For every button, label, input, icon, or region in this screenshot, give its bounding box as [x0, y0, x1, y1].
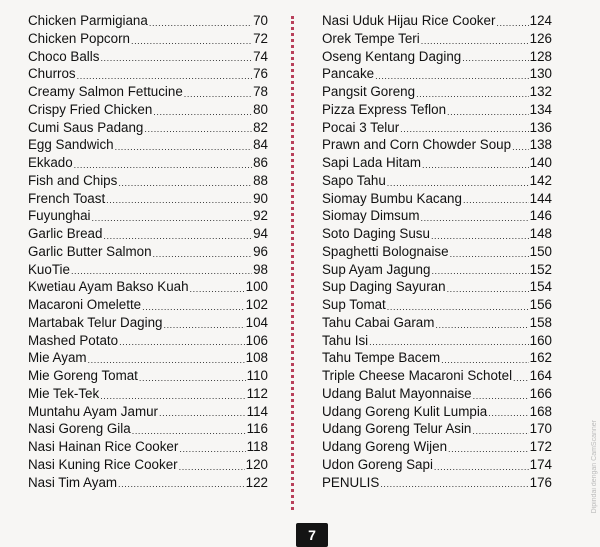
dot-leader [163, 319, 244, 332]
toc-entry-page: 134 [529, 101, 552, 117]
toc-entry [28, 456, 268, 474]
scanner-watermark: Dipindai dengan CamScanner [591, 420, 598, 514]
toc-entry [28, 119, 268, 137]
toc-entry-title: Kwetiau Ayam Bakso Kuah [28, 279, 189, 295]
toc-entry [28, 225, 268, 243]
toc-entry-title: Pangsit Goreng [322, 84, 416, 99]
toc-entry [28, 30, 268, 48]
dot-leader [92, 212, 253, 225]
dot-leader [115, 141, 252, 154]
toc-entry [322, 136, 552, 154]
toc-entry-page: 80 [253, 101, 268, 117]
toc-entry [28, 243, 268, 261]
toc-entry-title: Tahu Tempe Bacem [322, 350, 441, 366]
dot-leader [380, 478, 528, 491]
toc-entry [28, 154, 268, 172]
toc-entry-title: Triple Cheese Macaroni Schotel [322, 368, 513, 383]
toc-entry-page: 176 [529, 474, 552, 490]
toc-entry [28, 332, 268, 350]
toc-entry-title: Churros [28, 66, 76, 82]
toc-entry-page: 160 [529, 332, 552, 348]
toc-entry [28, 172, 268, 190]
dot-leader [422, 159, 529, 172]
toc-entry-title: Udon Goreng Sapi [322, 456, 433, 472]
toc-entry-page: 110 [246, 368, 268, 383]
toc-entry-page: 120 [245, 456, 268, 472]
toc-entry-page: 82 [253, 119, 268, 135]
toc-entry-page: 102 [245, 297, 268, 312]
toc-entry-page: 164 [529, 368, 552, 383]
toc-left-column [28, 12, 268, 491]
toc-entry [322, 278, 552, 296]
toc-entry-title: Pocai 3 Telur [322, 119, 400, 135]
toc-entry [322, 48, 552, 66]
toc-entry-title: Cumi Saus Padang [28, 119, 144, 135]
toc-entry-page: 96 [253, 243, 268, 259]
dot-leader [88, 354, 245, 367]
dot-leader [473, 390, 529, 403]
dot-leader [118, 478, 245, 491]
toc-entry-title: Tahu Isi [322, 332, 369, 348]
toc-entry [28, 48, 268, 66]
toc-entry-page: 74 [253, 48, 268, 64]
toc-entry-page: 86 [253, 155, 268, 170]
toc-entry-title: Udang Balut Mayonnaise [322, 385, 472, 401]
toc-entry-page: 124 [529, 13, 552, 28]
toc-right-column [322, 12, 552, 491]
toc-entry [28, 190, 268, 208]
toc-entry-title: Soto Daging Susu [322, 226, 430, 241]
toc-entry-page: 88 [253, 172, 268, 188]
toc-entry-title: PENULIS [322, 474, 380, 490]
dot-leader [496, 17, 528, 30]
toc-entry-title: Spaghetti Bolognaise [322, 243, 449, 259]
toc-entry [322, 243, 552, 261]
toc-entry-page: 168 [529, 403, 552, 419]
toc-entry-page: 154 [529, 279, 552, 295]
toc-entry-page: 148 [529, 226, 552, 241]
toc-entry [322, 207, 552, 225]
toc-entry-title: Pancake [322, 66, 375, 82]
dot-leader [387, 177, 529, 190]
toc-entry-page: 118 [246, 439, 268, 454]
toc-entry [28, 385, 268, 403]
toc-entry-title: Udang Goreng Wijen [322, 439, 448, 454]
toc-entry-page: 132 [529, 84, 552, 99]
toc-entry [322, 367, 552, 385]
toc-entry [28, 314, 268, 332]
toc-entry-page: 170 [529, 421, 552, 437]
toc-entry-page: 162 [529, 350, 552, 366]
toc-entry-title: Siomay Bumbu Kacang [322, 190, 462, 206]
toc-entry [28, 83, 268, 101]
toc-entry [28, 349, 268, 367]
dot-leader [400, 123, 528, 136]
toc-entry-page: 92 [253, 208, 268, 224]
toc-entry-page: 122 [245, 474, 268, 490]
toc-entry [322, 456, 552, 474]
toc-entry [28, 438, 268, 456]
toc-entry-title: Nasi Uduk Hijau Rice Cooker [322, 13, 496, 28]
toc-entry-page: 158 [529, 314, 552, 330]
toc-entry-title: Nasi Kuning Rice Cooker [28, 456, 178, 472]
dot-leader [118, 177, 252, 190]
dot-leader [153, 248, 253, 261]
toc-entry-title: Nasi Tim Ayam [28, 474, 118, 490]
dot-leader [77, 70, 252, 83]
dot-leader [431, 265, 528, 278]
toc-entry-title: Udang Goreng Kulit Lumpia [322, 403, 488, 419]
toc-entry [28, 403, 268, 421]
toc-entry-page: 116 [246, 421, 268, 437]
toc-entry [28, 278, 268, 296]
dot-leader [184, 88, 252, 101]
toc-entry-page: 84 [253, 137, 268, 153]
toc-entry-page: 140 [529, 155, 552, 170]
dot-leader [179, 443, 245, 456]
dot-leader [462, 52, 528, 65]
dot-leader [142, 301, 245, 314]
toc-entry-title: Fish and Chips [28, 172, 118, 188]
toc-entry [322, 83, 552, 101]
dot-leader [416, 88, 529, 101]
toc-entry-page: 136 [529, 119, 552, 135]
toc-entry-title: KuoTie [28, 261, 70, 277]
toc-entry-title: Mie Ayam [28, 350, 87, 366]
dot-leader [441, 354, 529, 367]
toc-entry [322, 438, 552, 456]
toc-entry-title: Sup Ayam Jagung [322, 261, 431, 277]
toc-entry [322, 225, 552, 243]
dot-leader [131, 35, 252, 48]
dot-leader [375, 70, 529, 83]
toc-entry-page: 72 [253, 30, 268, 46]
dot-leader [513, 372, 529, 385]
toc-entry-title: Sup Daging Sayuran [322, 279, 446, 295]
dot-leader [71, 265, 252, 278]
dot-leader [421, 35, 529, 48]
toc-entry-title: Sup Tomat [322, 297, 386, 312]
toc-entry [28, 65, 268, 83]
toc-entry [322, 261, 552, 279]
toc-entry-title: Muntahu Ayam Jamur [28, 403, 159, 419]
toc-entry [322, 65, 552, 83]
toc-entry-page: 114 [246, 403, 268, 419]
toc-entry-page: 90 [253, 190, 268, 206]
toc-entry-title: Creamy Salmon Fettucine [28, 84, 183, 99]
toc-entry-title: Crispy Fried Chicken [28, 101, 153, 117]
toc-entry-title: Nasi Hainan Rice Cooker [28, 439, 179, 454]
toc-entry-title: Mashed Potato [28, 332, 119, 348]
dot-leader [447, 106, 529, 119]
page-number-badge: 7 [296, 523, 328, 547]
dot-leader [106, 194, 252, 207]
dot-leader [387, 301, 529, 314]
dot-leader [463, 194, 529, 207]
dot-leader [369, 336, 529, 349]
dot-leader [435, 319, 528, 332]
toc-entry-title: Garlic Bread [28, 226, 103, 241]
toc-entry [322, 403, 552, 421]
toc-entry-page: 104 [245, 314, 268, 330]
toc-entry-title: Mie Goreng Tomat [28, 368, 138, 383]
toc-entry-title: Chicken Parmigiana [28, 13, 148, 28]
toc-entry-title: Chicken Popcorn [28, 30, 130, 46]
toc-entry [322, 296, 552, 314]
dot-leader [153, 106, 252, 119]
toc-entry [28, 101, 268, 119]
toc-entry-title: Pizza Express Teflon [322, 101, 447, 117]
toc-entry-page: 108 [245, 350, 268, 366]
dot-leader [450, 248, 529, 261]
toc-entry-title: Nasi Goreng Gila [28, 421, 131, 437]
toc-entry-title: Sapo Tahu [322, 172, 386, 188]
toc-entry-title: Mie Tek-Tek [28, 385, 100, 401]
dot-leader [431, 230, 529, 243]
dot-leader [488, 407, 528, 420]
toc-entry [28, 474, 268, 492]
dot-leader [434, 461, 529, 474]
toc-entry [322, 420, 552, 438]
toc-entry [28, 367, 268, 385]
toc-entry-page: 142 [529, 172, 552, 188]
dot-leader [448, 443, 529, 456]
dot-leader [139, 372, 246, 385]
dot-leader [190, 283, 245, 296]
toc-entry [28, 296, 268, 314]
toc-entry [28, 12, 268, 30]
toc-entry-page: 156 [529, 297, 552, 312]
toc-entry [322, 332, 552, 350]
toc-entry [28, 207, 268, 225]
toc-entry [322, 12, 552, 30]
toc-entry-page: 150 [529, 243, 552, 259]
toc-entry-title: Martabak Telur Daging [28, 314, 163, 330]
dot-leader [512, 141, 529, 154]
toc-entry [28, 420, 268, 438]
toc-entry [322, 172, 552, 190]
dot-leader [472, 425, 528, 438]
toc-entry-page: 174 [529, 456, 552, 472]
toc-entry-title: Macaroni Omelette [28, 297, 142, 312]
toc-entry-page: 76 [253, 66, 268, 82]
toc-entry-page: 126 [529, 30, 552, 46]
toc-entry-title: Sapi Lada Hitam [322, 155, 421, 170]
dot-leader [74, 159, 252, 172]
toc-entry-page: 100 [245, 279, 268, 295]
dot-leader [119, 336, 245, 349]
toc-entry-page: 166 [529, 385, 552, 401]
toc-entry-page: 78 [253, 84, 268, 99]
toc-entry [322, 474, 552, 492]
toc-entry-page: 172 [529, 439, 552, 454]
toc-entry-page: 130 [529, 66, 552, 82]
dot-leader [103, 230, 252, 243]
toc-entry-page: 146 [529, 208, 552, 224]
dot-leader [179, 461, 245, 474]
toc-entry-title: Siomay Dimsum [322, 208, 420, 224]
dot-leader [100, 390, 245, 403]
toc-entry-page: 112 [246, 385, 268, 401]
dot-leader [149, 17, 252, 30]
dot-leader [132, 425, 246, 438]
toc-entry-title: Fuyunghai [28, 208, 91, 224]
toc-entry [28, 136, 268, 154]
toc-entry-page: 70 [253, 13, 268, 28]
toc-entry-page: 138 [529, 137, 552, 153]
toc-entry-title: Choco Balls [28, 48, 100, 64]
toc-entry-title: Orek Tempe Teri [322, 30, 420, 46]
toc-entry-page: 144 [529, 190, 552, 206]
toc-entry [322, 385, 552, 403]
dot-leader [420, 212, 528, 225]
toc-entry [322, 190, 552, 208]
toc-entry-title: Garlic Butter Salmon [28, 243, 152, 259]
toc-entry-title: Prawn and Corn Chowder Soup [322, 137, 512, 153]
toc-entry-page: 106 [245, 332, 268, 348]
toc-entry-title: Oseng Kentang Daging [322, 48, 462, 64]
toc-entry-title: Egg Sandwich [28, 137, 114, 153]
dot-leader [144, 123, 252, 136]
toc-entry [28, 261, 268, 279]
toc-entry-page: 152 [529, 261, 552, 277]
dot-leader [100, 52, 252, 65]
toc-entry-page: 98 [253, 261, 268, 277]
toc-entry [322, 119, 552, 137]
dot-leader [447, 283, 529, 296]
toc-entry-title: Ekkado [28, 155, 73, 170]
toc-entry [322, 154, 552, 172]
toc-entry [322, 314, 552, 332]
toc-entry [322, 101, 552, 119]
toc-entry-title: Udang Goreng Telur Asin [322, 421, 472, 437]
dot-leader [159, 407, 246, 420]
toc-entry-title: Tahu Cabai Garam [322, 314, 435, 330]
toc-entry [322, 349, 552, 367]
dotted-divider [291, 16, 294, 510]
toc-entry-page: 94 [253, 226, 268, 241]
toc-entry [322, 30, 552, 48]
toc-entry-title: French Toast [28, 190, 106, 206]
toc-entry-page: 128 [529, 48, 552, 64]
